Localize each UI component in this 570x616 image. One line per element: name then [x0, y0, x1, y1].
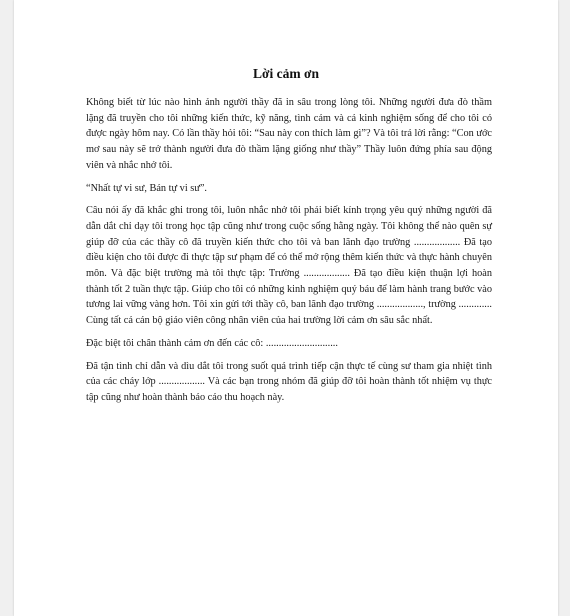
document-title: Lời cảm ơn: [253, 66, 319, 81]
paragraph-intro: Không biết từ lúc nào hình ảnh người thầy đã in sâu trong lòng tôi. Những người đưa đò thầm lặng đã truyền cho tôi những kiến thức, kỹ năng, tình cảm và cả kinh nghiệm sống để cho tôi có được ngày hôm nay. Có lần thầy hỏi tôi: “Sau này con thích làm gì”? Và tôi trả lời rằng: “Con ước mơ sau này sẽ trở thành người đưa đò thầm lặng giống như thầy” Thầy luôn đứng phía sau động viên và nhắc nhở tôi.: [86, 97, 492, 171]
document-page: [14, 0, 558, 616]
paragraph-quote: “Nhất tự vi sư, Bán tự vi sư”.: [86, 182, 207, 194]
paragraph-special-thanks: Đặc biệt tôi chân thành cảm ơn đến các cô: ............................: [86, 337, 338, 349]
paragraph-closing: Đã tận tình chỉ dẫn và dìu dắt tôi trong suốt quá trình tiếp cận thực tế cùng sư tham gia nhiệt tình của các cháy lớp .................. Và các bạn trong nhóm đã giúp đỡ tôi hoàn thành tốt nhiệm vụ thực tập cũng như hoàn thành báo cáo thu hoạch này.: [86, 360, 492, 403]
paragraph-gratitude: Câu nói ấy đã khắc ghi trong tôi, luôn nhắc nhở tôi phải biết kính trọng yêu quý những người đã dẫn dắt chỉ dạy tôi trong học tập cũng như trong cuộc sống hằng ngày. Tôi không thể nào quên sự giúp đỡ của các thầy cô đã truyền kiến thức cho tôi và ban lãnh đạo trường .................. Đã tạo điều kiện cho tôi được đi thực tập sư phạm để có thể mở rộng thêm kiến thức và thực hành chuyên môn. Và đặc biệt trường mà tôi thực tập: Trường .................. Đã tạo điều kiện thuận lợi hoàn thành tốt 2 tuần thực tập. Giúp cho tôi có những kinh nghiệm quý báu để làm hành trang bước vào tương lai vững vàng hơn. Tôi xin gửi tới thầy cô, ban lãnh đạo trường .................., trường ............. Cùng tất cả cán bộ giáo viên công nhân viên của hai trường lời cảm ơn sâu sắc nhất.: [86, 205, 492, 327]
document-body: [86, 95, 492, 413]
